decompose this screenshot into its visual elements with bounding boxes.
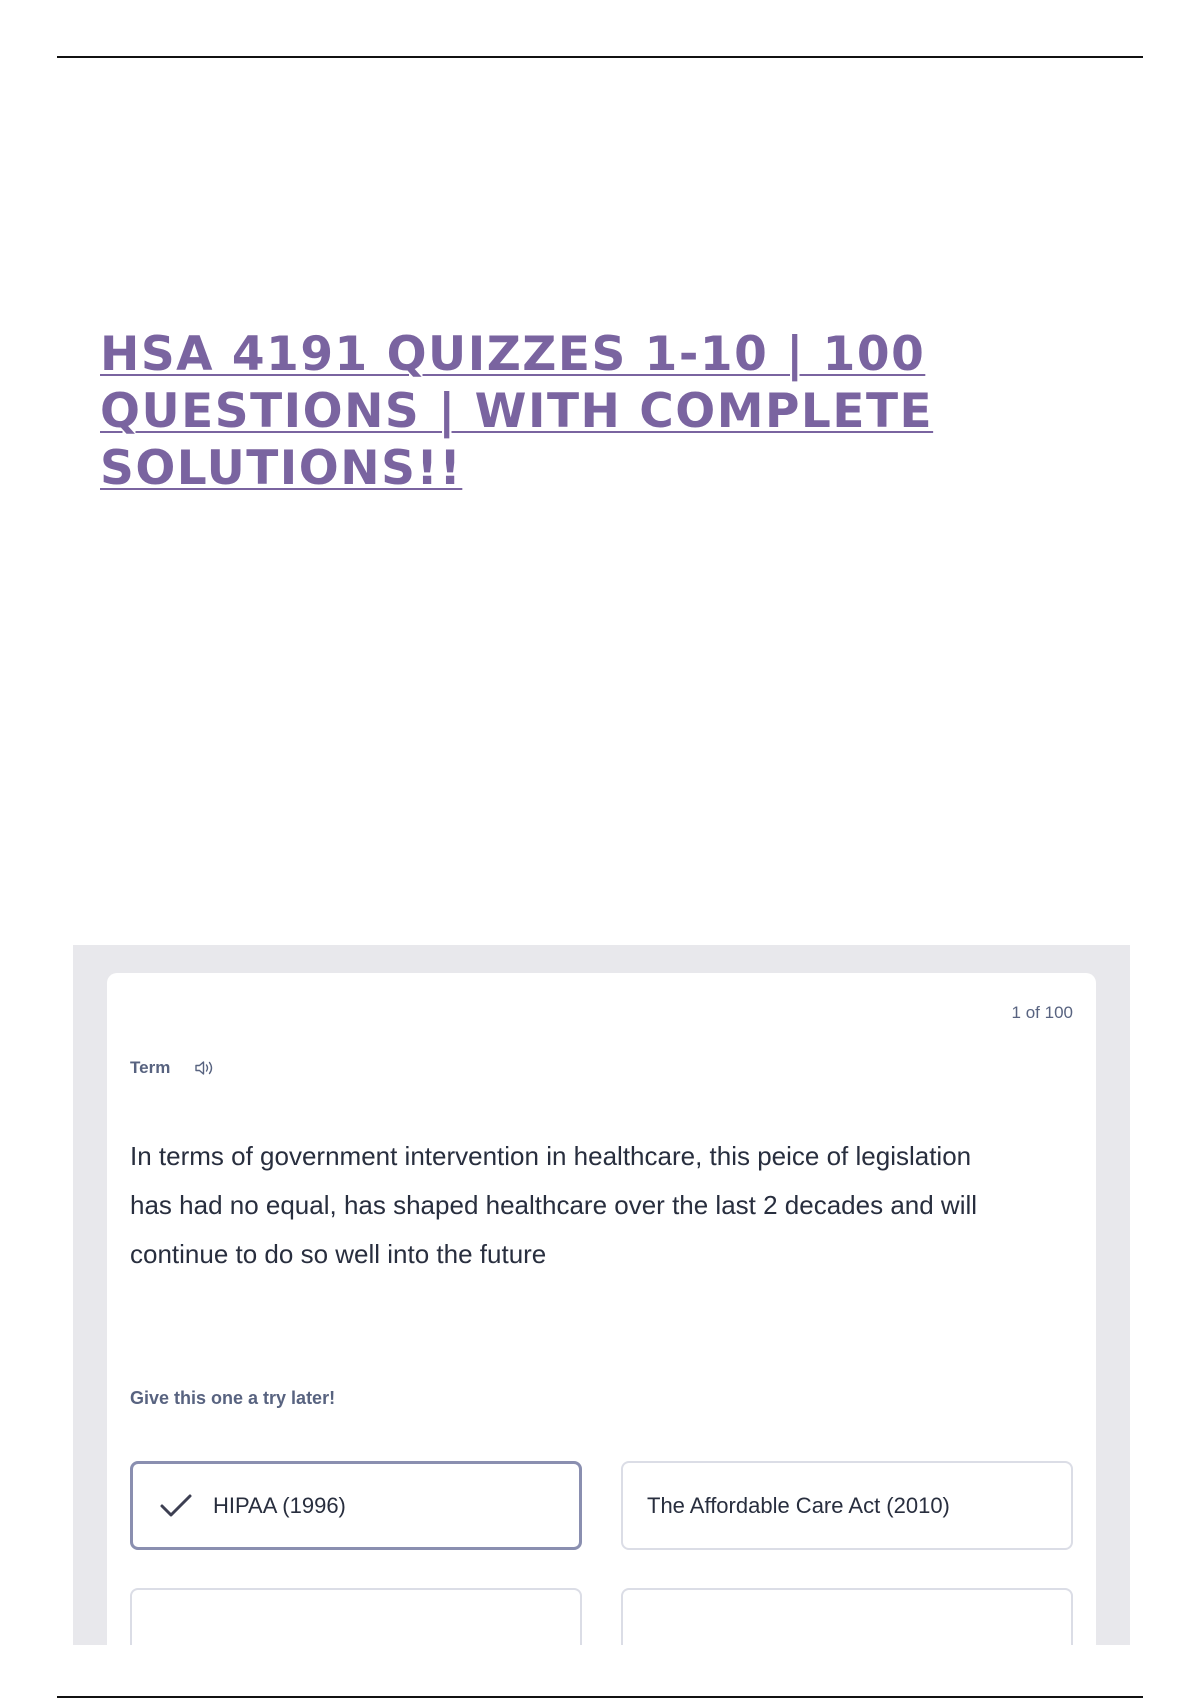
- bottom-rule: [57, 1696, 1143, 1698]
- top-rule: [57, 56, 1143, 58]
- term-header: [130, 1057, 218, 1079]
- document-title: HSA 4191 QUIZZES 1-10 | 100 QUESTIONS | WITH COMPLETE SOLUTIONS!!: [100, 327, 934, 496]
- answer-option-4[interactable]: [621, 1588, 1073, 1645]
- answer-option-1[interactable]: [130, 1461, 582, 1550]
- check-icon: [159, 1493, 193, 1519]
- speaker-icon[interactable]: [192, 1057, 218, 1079]
- term-label: Term: [130, 1058, 171, 1077]
- flashcard: [107, 973, 1096, 1645]
- answer-option-label: HIPAA (1996): [213, 1492, 346, 1518]
- flashcard-frame: [73, 945, 1130, 1645]
- try-later-hint: Give this one a try later!: [130, 1388, 336, 1408]
- answer-option-label: The Affordable Care Act (2010): [647, 1492, 950, 1518]
- answer-option-2[interactable]: [621, 1461, 1073, 1550]
- question-text: In terms of government intervention in healthcare, this peice of legislation has had no equal, has shaped healthcare over the last 2 decades and will continue to do so well into the future: [130, 1141, 978, 1269]
- answer-option-3[interactable]: [130, 1588, 582, 1645]
- card-counter: 1 of 100: [1011, 1003, 1073, 1022]
